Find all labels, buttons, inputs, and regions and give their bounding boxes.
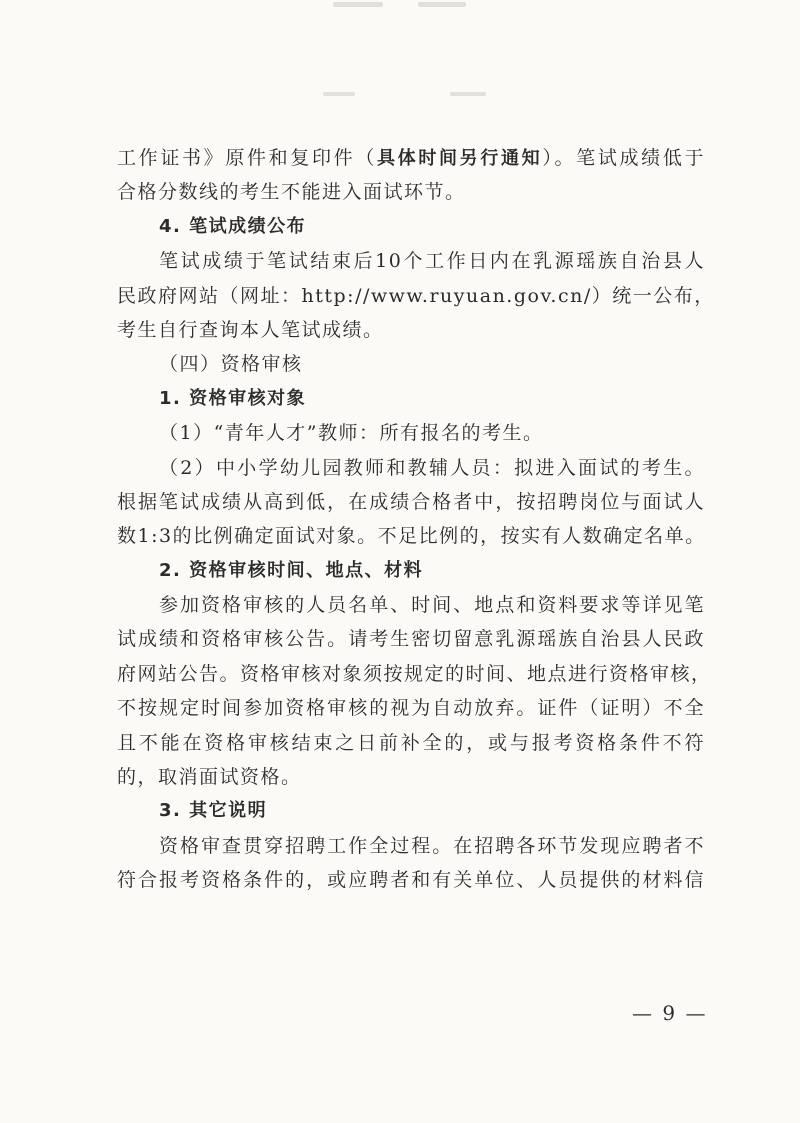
paragraph-line: 不按规定时间参加资格审核的视为自动放弃。证件（证明）不全: [117, 697, 705, 720]
scan-artifact: [323, 92, 355, 96]
paragraph-line: （1）“青年人才”教师：所有报名的考生。: [159, 422, 544, 445]
section-heading: 4. 笔试成绩公布: [159, 215, 307, 237]
paragraph-line: 资格审查贯穿招聘工作全过程。在招聘各环节发现应聘者不: [159, 834, 705, 857]
document-body: [117, 141, 715, 898]
section-heading: 2. 资格审核时间、地点、材料: [159, 559, 424, 581]
paragraph-line: 根据笔试成绩从高到低，在成绩合格者中，按招聘岗位与面试人: [117, 490, 705, 513]
paragraph-line: 试成绩和资格审核公告。请考生密切留意乳源瑶族自治县人民政: [117, 628, 705, 651]
scan-artifact: [450, 92, 486, 96]
scan-artifact: [333, 2, 383, 7]
text-run: ）。笔试成绩低于: [542, 147, 705, 169]
section-heading: （四）资格审核: [159, 353, 303, 376]
scan-artifact: [418, 2, 466, 7]
paragraph-line: 笔试成绩于笔试结束后10个工作日内在乳源瑶族自治县人: [159, 250, 705, 273]
paragraph-line: 合格分数线的考生不能进入面试环节。: [117, 181, 466, 204]
text-run: 工作证书》原件和复印件（: [117, 147, 377, 169]
paragraph-line: （2）中小学幼儿园教师和教辅人员：拟进入面试的考生。: [159, 456, 705, 479]
paragraph-line: 符合报考资格条件的，或应聘者和有关单位、人员提供的材料信: [117, 869, 705, 892]
section-heading: 1. 资格审核对象: [159, 387, 307, 409]
section-heading: 3. 其它说明: [159, 800, 268, 822]
paragraph-line: 民政府网站（网址：http://www.ruyuan.gov.cn/）统一公布，: [117, 284, 715, 307]
paragraph-line: 府网站公告。资格审核对象须按规定的时间、地点进行资格审核，: [117, 662, 712, 685]
paragraph-line: 数1:3的比例确定面试对象。不足比例的，按实有人数确定名单。: [117, 525, 706, 548]
paragraph-line: 考生自行查询本人笔试成绩。: [117, 318, 384, 341]
paragraph-line: 参加资格审核的人员名单、时间、地点和资料要求等详见笔: [159, 594, 705, 617]
paragraph-line: 的，取消面试资格。: [117, 766, 302, 789]
paragraph-line: [117, 141, 705, 175]
paragraph-line: 且不能在资格审核结束之日前补全的，或与报考资格条件不符: [117, 731, 705, 754]
page-number: — 9 —: [632, 1001, 708, 1025]
emphasis-text: 具体时间另行通知: [377, 148, 543, 169]
